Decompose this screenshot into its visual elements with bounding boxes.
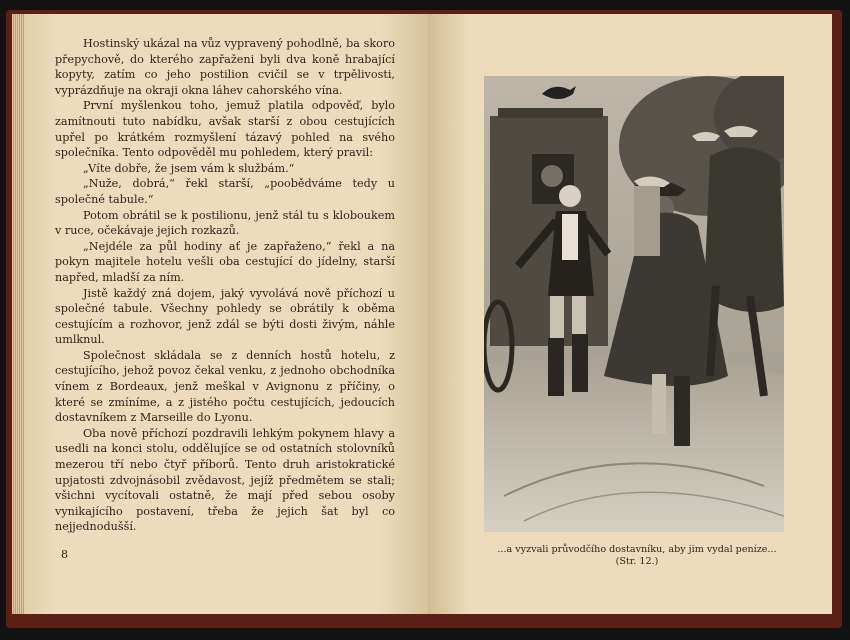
paragraph: „Víte dobře, že jsem vám k službám.“	[83, 161, 295, 175]
stagecoach-illustration	[484, 76, 784, 532]
caption-page-reference: (Str. 12.)	[615, 556, 659, 567]
paragraph: „Nuže, dobrá,“ řekl starší, „poobědváme tedy u společné tabule.“	[55, 177, 395, 206]
paragraph: Oba nově příchozí pozdravili lehkým pokynem hlavy a usedli na konci stolu, oddělujíce se od ostatních stolovníků mezerou tří nebo čtyř příborů. Tento druh aristokratické upjatosti zdvojnásobil zvědavost, jejíž předmětem se stali; všichni vycítovali ostatně, že mají před sebou osoby vynikajícího postavení, třeba že jejich šat byl co nejjednodušší.	[55, 426, 395, 534]
page-edges	[12, 14, 24, 614]
illustration-caption	[478, 544, 796, 568]
paragraph: „Nejdéle za půl hodiny ať je zapřaženo,“ řekl a na pokyn majitele hotelu vešli oba cestující do jídelny, starší napřed, mladší za ním.	[55, 239, 395, 284]
paragraph: Jistě každý zná dojem, jaký vyvolává nově příchozí u společné tabule. Všechny pohledy se obrátily k oběma cestujícím a rozhovor, jenž zdál se býti dosti živým, náhle umlknul.	[55, 286, 395, 347]
page-number: 8	[61, 548, 68, 561]
paragraph: Hostinský ukázal na vůz vypravený pohodlně, ba skoro přepychově, do kterého zapřaženi byli dva koně hrabající kopyty, zatím co jeho postilion cvičil se v trpělivosti, vyprázdňuje na okraji okna láhev cahorského vína.	[55, 37, 395, 97]
left-page-text	[55, 36, 395, 535]
paragraph: Potom obrátil se k postilionu, jenž stál tu s kloboukem v ruce, očekávaje jejich rozkazů.	[55, 208, 395, 238]
paragraph: Společnost skládala se z denních hostů hotelu, z cestujícího, jehož povoz čekal venku, z jednoho obchodníka vínem z Bordeaux, jenž meškal v Avignonu z příčiny, o které se zmíníme, a z jistého počtu cestujících, jedoucích dostavníkem z Marseille do Lyonu.	[55, 348, 395, 425]
caption-text: ...a vyzvali průvodčího dostavníku, aby jim vydal peníze...	[497, 544, 777, 555]
paragraph: První myšlenkou toho, jemuž platila odpověď, bylo zamítnouti tuto nabídku, avšak starší z obou cestujících upřel po krátkém rozmyšlení tázavý pohled na svého společníka. Tento odpověděl mu pohledem, který pravil:	[55, 99, 395, 160]
